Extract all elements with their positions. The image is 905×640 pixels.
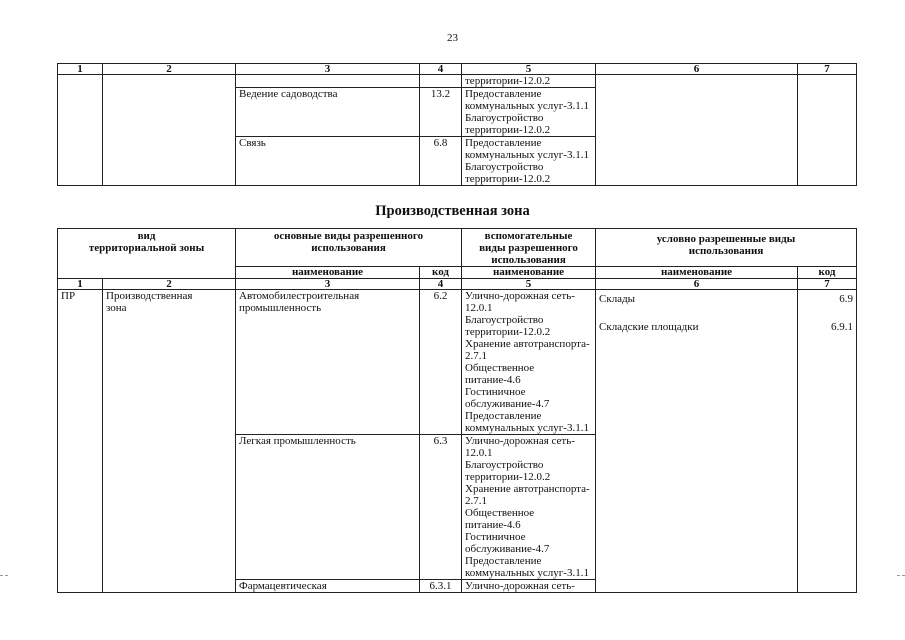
use-name: Автомобилестроительная промышленность: [236, 290, 420, 435]
aux-line: коммунальных услуг-3.1.1: [465, 567, 589, 579]
col-number: 3: [236, 64, 420, 75]
aux-line: территории-12.0.2: [465, 471, 551, 483]
margin-mark: [0, 575, 8, 576]
col-number: 6: [596, 279, 798, 290]
zone-table: [57, 228, 857, 593]
use-name: Фармацевтическая: [236, 580, 420, 593]
aux-line: коммунальных услуг-3.1.1: [465, 422, 589, 434]
conditional-names: [596, 290, 798, 593]
aux-line: обслуживание-4.7: [465, 543, 550, 555]
aux-line: Хранение автотранспорта-: [465, 338, 590, 350]
aux-line: Предоставление: [465, 137, 542, 149]
col-number: 7: [798, 279, 857, 290]
aux-uses: [462, 435, 596, 580]
col-number: 7: [798, 64, 857, 75]
conditional-name: Склады: [599, 293, 636, 305]
use-code: 6.8: [420, 137, 462, 186]
zone-name: Производственная зона: [103, 290, 236, 593]
col-number: 5: [462, 64, 596, 75]
col-number: 4: [420, 279, 462, 290]
aux-line: обслуживание-4.7: [465, 398, 550, 410]
use-name: Ведение садоводства: [236, 88, 420, 137]
conditional-code: 6.9: [839, 293, 854, 305]
column-number-row: [58, 279, 857, 290]
aux-line: Предоставление: [465, 410, 542, 422]
col-number: 2: [103, 279, 236, 290]
col-number: 3: [236, 279, 420, 290]
aux-line: Благоустройство: [465, 459, 544, 471]
col-number: 4: [420, 64, 462, 75]
col-number: 6: [596, 64, 798, 75]
continuation-table: [57, 63, 857, 186]
aux-line: территории-12.0.2: [465, 326, 551, 338]
use-code: 6.3.1: [420, 580, 462, 593]
aux-line: Улично-дорожная сеть-: [465, 290, 575, 302]
aux-line: Общественное питание-4.6: [465, 362, 535, 386]
aux-line: Благоустройство: [465, 161, 544, 173]
col-number: 5: [462, 279, 596, 290]
cond-name-label: наименование: [596, 267, 798, 279]
page-number: 23: [447, 32, 458, 44]
aux-line: Предоставление: [465, 88, 542, 100]
name-label: наименование: [236, 267, 420, 279]
main-uses-header: основные виды разрешенного использования: [236, 229, 462, 267]
conditional-name: Складские площадки: [599, 321, 699, 333]
aux-line: Гостиничное: [465, 531, 526, 543]
zone-name-cell: [103, 75, 236, 186]
use-code: 6.3: [420, 435, 462, 580]
aux-line: коммунальных услуг-3.1.1: [465, 149, 589, 161]
aux-uses: [462, 75, 596, 88]
col-number: 1: [58, 64, 103, 75]
zone-code-cell: [58, 75, 103, 186]
aux-name-label: наименование: [462, 267, 596, 279]
section-title: Производственная зона: [375, 203, 530, 219]
aux-uses-header: вспомогательные виды разрешенного использования: [462, 229, 596, 267]
use-name: [236, 75, 420, 88]
aux-line: Хранение автотранспорта-: [465, 483, 590, 495]
aux-line: 12.0.1: [465, 302, 493, 314]
aux-line: территории-12.0.2: [465, 75, 551, 87]
aux-line: территории-12.0.2: [465, 124, 551, 136]
column-number-row: [58, 64, 857, 75]
use-code: [420, 75, 462, 88]
margin-mark: [897, 575, 905, 576]
aux-line: Общественное питание-4.6: [465, 507, 535, 531]
use-code: 6.2: [420, 290, 462, 435]
use-code: 13.2: [420, 88, 462, 137]
code-label: код: [420, 267, 462, 279]
aux-line: территории-12.0.2: [465, 173, 551, 185]
aux-uses: [462, 137, 596, 186]
aux-line: Улично-дорожная сеть-: [465, 580, 575, 592]
table-row: [58, 75, 857, 88]
table-row: [58, 290, 857, 435]
zone-code: ПР: [58, 290, 103, 593]
aux-uses: [462, 580, 596, 593]
conditional-uses-header: условно разрешенные виды использования: [596, 229, 857, 267]
aux-uses: [462, 290, 596, 435]
conditional-codes: [798, 290, 857, 593]
col-number: 1: [58, 279, 103, 290]
cond-code-label: код: [798, 267, 857, 279]
aux-line: Гостиничное: [465, 386, 526, 398]
aux-line: Предоставление: [465, 555, 542, 567]
aux-uses: [462, 88, 596, 137]
aux-line: 2.7.1: [465, 495, 488, 507]
aux-line: 2.7.1: [465, 350, 488, 362]
use-name: Связь: [236, 137, 420, 186]
conditional-code: 6.9.1: [831, 321, 854, 333]
aux-line: 12.0.1: [465, 447, 493, 459]
aux-line: Благоустройство: [465, 314, 544, 326]
aux-line: коммунальных услуг-3.1.1: [465, 100, 589, 112]
header-row: [58, 229, 857, 267]
conditional-code-cell: [798, 75, 857, 186]
use-name: Легкая промышленность: [236, 435, 420, 580]
col-number: 2: [103, 64, 236, 75]
conditional-name-cell: [596, 75, 798, 186]
aux-line: Улично-дорожная сеть-: [465, 435, 575, 447]
zone-type-header: вид территориальной зоны: [58, 229, 236, 279]
aux-line: Благоустройство: [465, 112, 544, 124]
